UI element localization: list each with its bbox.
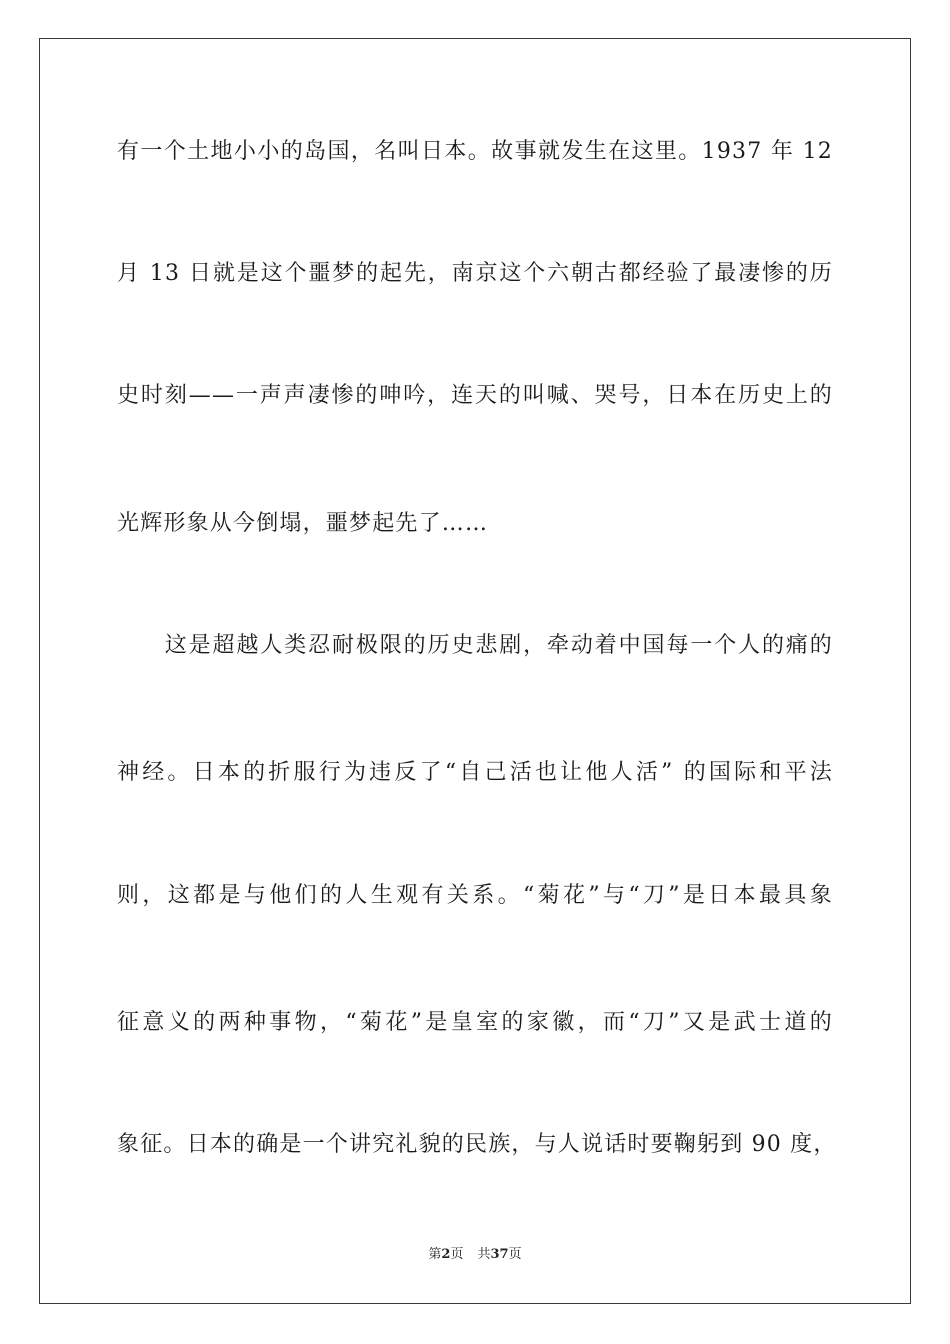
paragraph-1-line-4: 光辉形象从今倒塌，噩梦起先了…… xyxy=(117,511,489,536)
page-footer xyxy=(0,1246,950,1264)
total-pages-prefix: 共 xyxy=(477,1247,491,1262)
page-number-suffix: 页 xyxy=(450,1247,464,1262)
paragraph-2-line-1: 这是超越人类忍耐极限的历史悲剧，牵动着中国每一个人的痛的 xyxy=(117,633,833,658)
paragraph-1-line-3: 史时刻——一声声凄惨的呻吟，连天的叫喊、哭号，日本在历史上的 xyxy=(117,383,833,408)
paragraph-1-line-2: 月 13 日就是这个噩梦的起先，南京这个六朝古都经验了最凄惨的历 xyxy=(117,261,833,286)
paragraph-2-line-2: 神经。日本的折服行为违反了“自己活也让他人活” 的国际和平法 xyxy=(117,760,833,785)
page-number-prefix: 第 xyxy=(428,1247,442,1262)
total-pages-number: 37 xyxy=(490,1247,509,1262)
current-page-number: 2 xyxy=(441,1247,451,1262)
paragraph-2-line-4: 征意义的两种事物，“菊花”是皇室的家徽，而“刀”又是武士道的 xyxy=(117,1010,833,1035)
paragraph-1-line-1: 有一个土地小小的岛国，名叫日本。故事就发生在这里。1937 年 12 xyxy=(117,139,833,164)
paragraph-2-line-3: 则，这都是与他们的人生观有关系。“菊花”与“刀”是日本最具象 xyxy=(117,883,833,908)
paragraph-2-line-5: 象征。日本的确是一个讲究礼貌的民族，与人说话时要鞠躬到 90 度， xyxy=(117,1132,837,1157)
total-pages-suffix: 页 xyxy=(508,1247,522,1262)
page-border xyxy=(39,38,911,1304)
